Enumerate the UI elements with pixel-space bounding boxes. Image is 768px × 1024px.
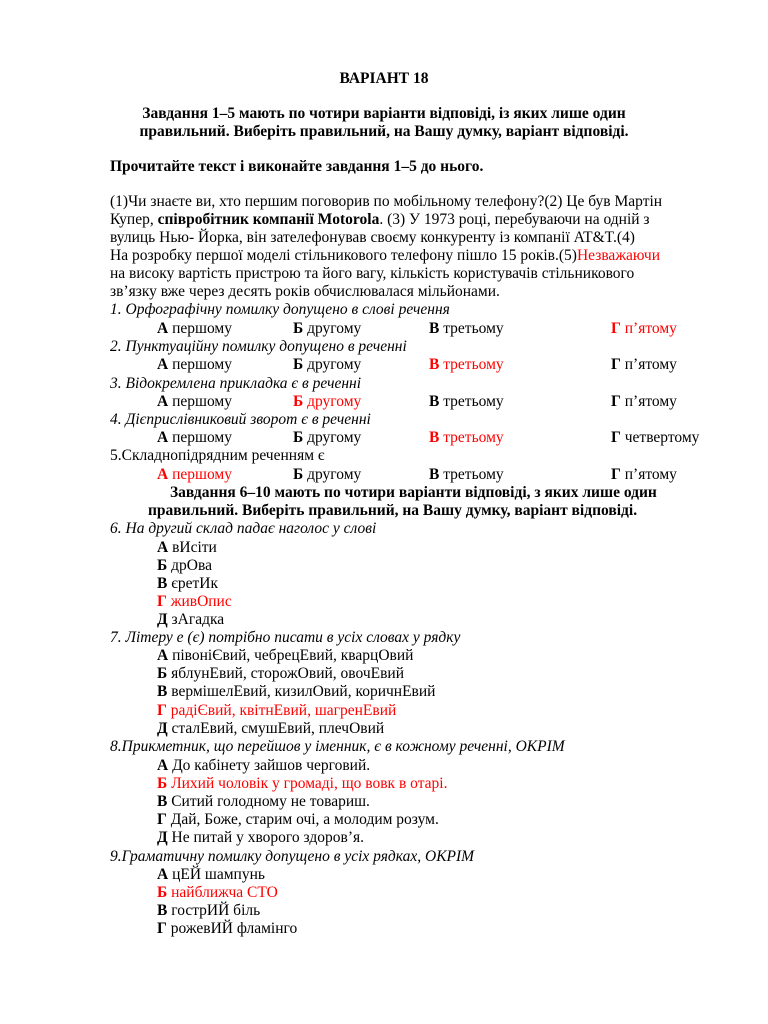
q9-option-c: В гострИЙ біль (157, 902, 261, 919)
q9-option-a: А цЕЙ шампунь (157, 866, 265, 883)
q3-option-b-answer: Б другому (293, 393, 362, 410)
q5-option-c: В третьому (429, 466, 504, 483)
q6-option-b: Б дрОва (157, 557, 212, 574)
q1-option-b: Б другому (293, 320, 362, 337)
passage-line-2: Купер, співробітник компанії Motorola. (3) У 1973 році, перебуваючи на одній з (110, 211, 650, 228)
q7-option-a: А півоніЄвий, чебрецЕвий, кварцОвий (157, 647, 414, 664)
question-9: 9.Граматичну помилку допущено в усіх рядках, ОКРІМ (110, 848, 475, 865)
q7-option-b: Б яблунЕвий, сторожОвий, овочЕвий (157, 665, 405, 682)
q3-option-c: В третьому (429, 393, 504, 410)
passage-bold-phrase: співробітник компанії Motorola (157, 211, 380, 228)
passage-line-4: На розробку першої моделі стільникового телефону пішло 15 років.(5)Незважаючи (110, 247, 660, 264)
question-3: 3. Відокремлена прикладка є в реченні (110, 375, 362, 392)
q6-option-c: В єретИк (157, 575, 218, 592)
question-5: 5.Складнопідрядним реченням є (110, 447, 325, 464)
q4-option-d: Г четвертому (611, 429, 700, 446)
q1-option-c: В третьому (429, 320, 504, 337)
q4-option-b: Б другому (293, 429, 362, 446)
question-7: 7. Літеру е (є) потрібно писати в усіх словах у рядку (110, 629, 461, 646)
q5-option-b: Б другому (293, 466, 362, 483)
q3-option-a: А першому (157, 393, 232, 410)
q9-option-d: Г рожевИЙ фламінго (157, 920, 298, 937)
q7-option-e: Д сталЕвий, смушЕвий, плечОвий (157, 720, 385, 737)
q2-option-b: Б другому (293, 356, 362, 373)
page-title: ВАРІАНТ 18 (339, 70, 429, 87)
q7-option-d-answer: Г радіЄвий, квітнЕвий, шагренЕвий (157, 702, 397, 719)
passage-line-6: зв’язку вже через десять років обчислювалася мільйонами. (110, 283, 500, 300)
q8-option-a: А До кабінету зайшов черговий. (157, 757, 371, 774)
q6-option-a: А вИсіти (157, 539, 217, 556)
q4-option-a: А першому (157, 429, 232, 446)
q3-option-d: Г п’ятому (611, 393, 677, 410)
instruction-1-line-1: Завдання 1–5 мають по чотири варіанти відповіді, із яких лише один (142, 105, 626, 122)
question-8: 8.Прикметник, що перейшов у іменник, є в кожному реченні, ОКРІМ (110, 738, 565, 755)
question-4: 4. Дієприслівниковий зворот є в реченні (110, 411, 371, 428)
read-instruction: Прочитайте текст і виконайте завдання 1–5 до нього. (110, 158, 484, 175)
passage-highlight-word: Незважаючи (576, 247, 660, 264)
q5-option-a-answer: А першому (157, 466, 232, 483)
q7-option-c: В вермішелЕвий, кизилОвий, коричнЕвий (157, 683, 436, 700)
question-6: 6. На другий склад падає наголос у слові (110, 520, 377, 537)
instruction-1-line-2: правильний. Виберіть правильний, на Вашу думку, варіант відповіді. (139, 123, 629, 140)
q4-option-c-answer: В третьому (429, 429, 504, 446)
q8-option-d: Г Дай, Боже, старим очі, а молодим розум. (157, 811, 439, 828)
passage-line-1: (1)Чи знаєте ви, хто першим поговорив по мобільному телефону?(2) Це був Мартін (110, 193, 663, 210)
q8-option-b-answer: Б Лихий чоловік у громаді, що вовк в отарі. (157, 775, 448, 792)
q8-option-c: В Ситий голодному не товариш. (157, 793, 370, 810)
q6-option-d-answer: Г живОпис (157, 593, 232, 610)
q6-option-e: Д зАгадка (157, 611, 225, 628)
q2-option-d: Г п’ятому (611, 356, 677, 373)
instruction-2-line-2: правильний. Виберіть правильний, на Вашу думку, варіант відповіді. (148, 502, 638, 519)
passage-line-5: на високу вартість пристрою та його вагу, кількість користувачів стільникового (110, 265, 635, 282)
q1-option-a: А першому (157, 320, 232, 337)
q1-option-d-answer: Г п’ятому (611, 320, 677, 337)
q9-option-b-answer: Б найближча СТО (157, 884, 278, 901)
passage-line-3: вулиць Нью- Йорка, він зателефонував своєму конкуренту із компанії AT&T.(4) (110, 229, 635, 246)
q8-option-e: Д Не питай у хворого здоров’я. (157, 829, 364, 846)
q2-option-c-answer: В третьому (429, 356, 504, 373)
question-1: 1. Орфографічну помилку допущено в слові речення (110, 301, 450, 318)
question-2: 2. Пунктуаційну помилку допущено в реченні (110, 338, 407, 355)
q5-option-d: Г п’ятому (611, 466, 677, 483)
instruction-2-line-1: Завдання 6–10 мають по чотири варіанти відповіді, з яких лише один (170, 484, 657, 501)
q2-option-a: А першому (157, 356, 232, 373)
